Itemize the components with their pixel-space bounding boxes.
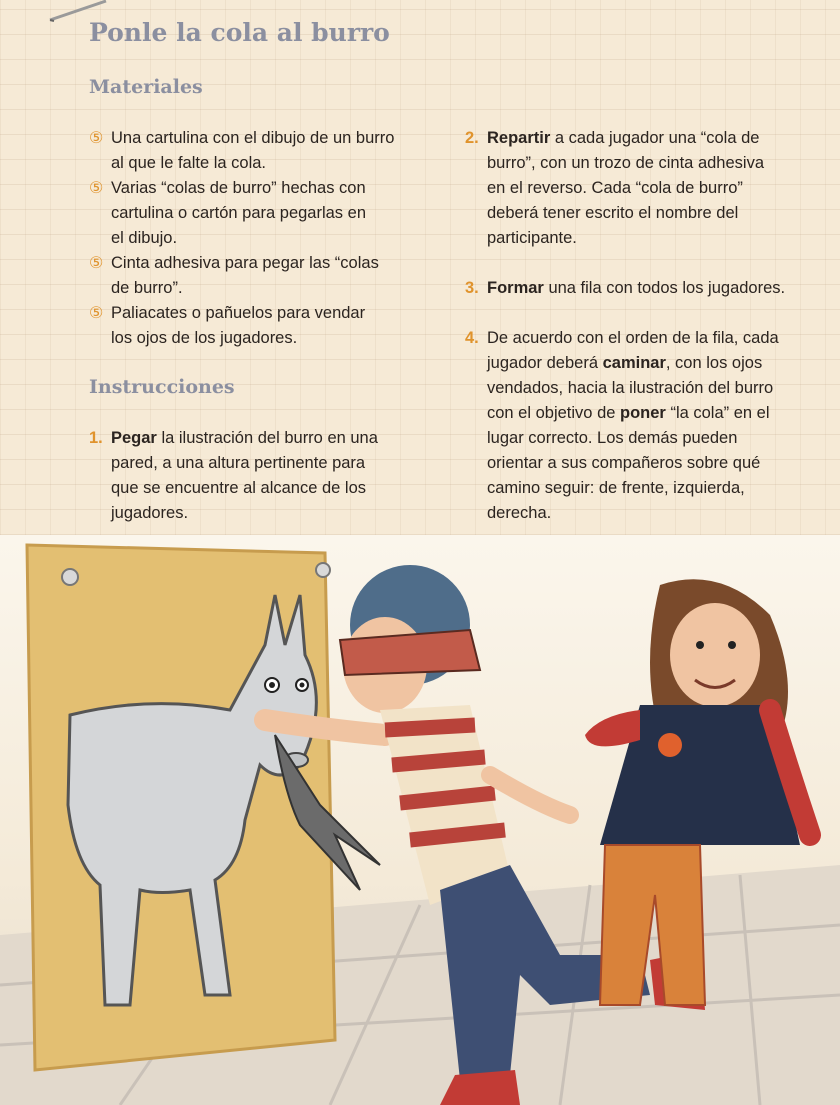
list-item: ⑤ Varias “colas de burro” hechas con cartulina o cartón para pegarlas en el dibujo. [89,176,449,251]
step-1 [89,426,449,526]
materials-list [89,126,449,351]
list-item: 2. Repartir a cada jugador una “cola de burro”, con un trozo de cinta adhesiva en el reverso. Cada “cola de burro” deberá tener escrito el nombre del participante. [465,126,835,251]
illustration [0,535,840,1105]
step-number: 1. [89,429,103,447]
list-item: ⑤ Cinta adhesiva para pegar las “colas de burro”. [89,251,449,301]
bullet-icon: ⑤ [89,305,104,322]
bullet-icon: ⑤ [89,255,104,272]
bullet-icon: ⑤ [89,130,104,147]
step-2 [465,126,835,251]
step-number: 3. [465,279,479,297]
list-item: ⑤ Una cartulina con el dibujo de un burro al que le falte la cola. [89,126,449,176]
list-item: 3. Formar una fila con todos los jugadores. [465,276,835,301]
step-number: 4. [465,329,479,347]
step-number: 2. [465,129,479,147]
page-title: Ponle la cola al burro [89,18,390,47]
step-4 [465,326,835,526]
list-item: ⑤ Paliacates o pañuelos para vendar los ojos de los jugadores. [89,301,449,351]
bullet-icon: ⑤ [89,180,104,197]
materials-heading: Materiales [89,76,203,98]
list-item: 1. Pegar la ilustración del burro en una pared, a una altura pertinente para que se encuentre al alcance de los jugadores. [89,426,449,526]
list-item: 4. De acuerdo con el orden de la fila, cada jugador deberá caminar, con los ojos vendados, hacia la ilustración del burro con el objetivo de poner “la cola” en el lugar correcto. Los demás pueden orientar a sus compañeros sobre qué camino seguir: de frente, izquierda, derecha. [465,326,835,526]
step-3 [465,276,835,301]
instructions-heading: Instrucciones [89,376,235,398]
